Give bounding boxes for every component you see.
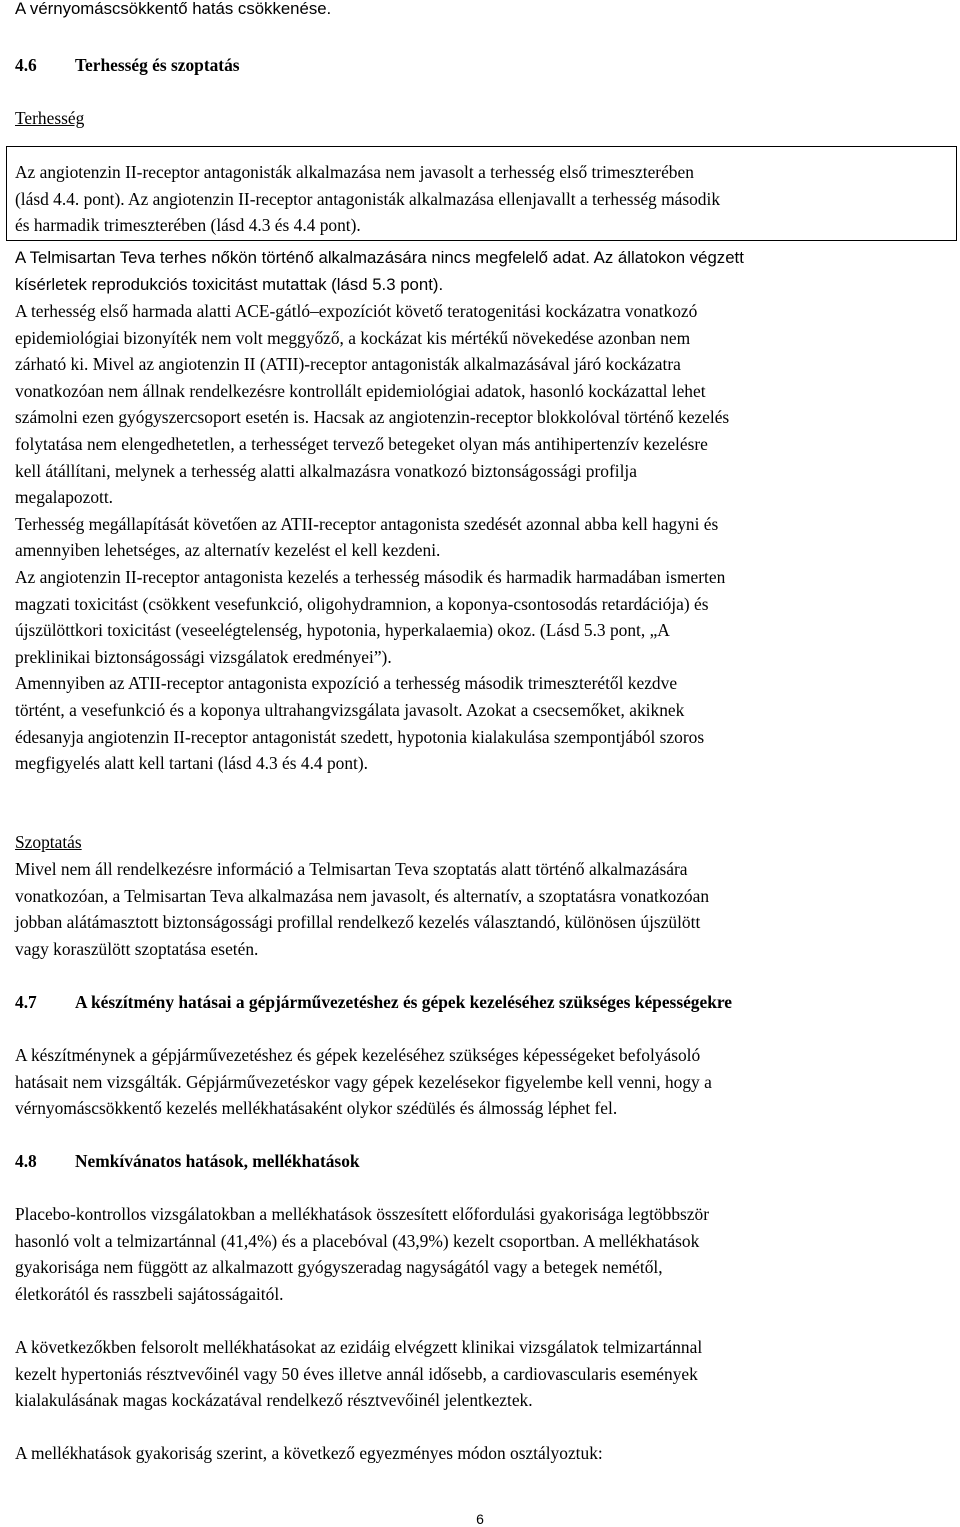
section-4-8-heading: 4.8 Nemkívánatos hatások, mellékhatások <box>15 1151 360 1171</box>
section-4-8-paragraph-2: A következőkben felsorolt mellékhatásokat az ezidáig elvégzett klinikai vizsgálatok telmizartánnal kezelt hypertoniás résztvevőinél vagy 50 éves illetve annál idősebb, a cardiovascularis események kialakulásának magas kockázatával rendelkező résztvevőinél jelentkeztek. <box>15 1337 703 1411</box>
pregnancy-paragraph: A terhesség első harmada alatti ACE-gátló‒expozíciót követő teratogenitási kockázatra vonatkozó epidemiológiai bizonyíték nem volt meggyőző, a kockázat kis mértékű növekedése azonban nem zárható ki. Mivel az angiotenzin II (ATII)-receptor antagonisták alkalmazásával járó kockázatra vonatkozóan nem állnak rendelkezésre kontrollált epidemiológiai adatok, hasonló kockázattal lehet számolni ezen gyógyszercsoport esetén is. Hacsak az angiotenzin-receptor blokkolóval történő kezelés folytatása nem elengedhetetlen, a terhességet tervező betegeket olyan más antihipertenzív kezelésre kell átállítani, melynek a terhesség alatti alkalmazásra vonatkozó biztonságossági profilja megalapozott. Terhesség megállapítását követően az ATII-receptor antagonista szedését azonnal abba kell hagyni és amennyiben lehetséges, az alternatív kezelést el kell kezdeni. Az angiotenzin II-receptor antagonista kezelés a terhesség második és harmadik harmadában ismerten magzati toxicitást (csökkent vesefunkció, oligohydramnion, a koponya-csontosodás retardációja) és újszülöttkori toxicitást (veseelégtelenség, hypotonia, hyperkalaemia) okoz. (Lásd 5.3 pont, „A preklinikai biztonságossági vizsgálatok eredményei”). Amennyiben az ATII-receptor antagonista expozíció a terhesség második trimeszterétől kezdve történt, a vesefunkció és a koponya ultrahangvizsgálata javasolt. Azokat a csecsemőket, akiknek édesanyja angiotenzin II-receptor antagonistát szedett, hypotonia kialakulása szempontjából szoros megfigyelés alatt kell tartani (lásd 4.3 és 4.4 pont). <box>15 301 730 774</box>
page-number: 6 <box>476 1511 484 1527</box>
breastfeeding-heading: Szoptatás <box>15 832 82 852</box>
section-4-7-heading: 4.7 A készítmény hatásai a gépjárművezetéshez és gépek kezeléséhez szükséges képességekre <box>15 992 733 1012</box>
pregnancy-paragraph-sans: A Telmisartan Teva terhes nőkön történő alkalmazására nincs megfelelő adat. Az állatokon végzett kísérletek reprodukciós toxicitást mutattak (lásd 5.3 pont). <box>15 248 744 294</box>
top-line: A vérnyomáscsökkentő hatás csökkenése. <box>15 0 332 18</box>
section-4-8-paragraph-3: A mellékhatások gyakoriság szerint, a következő egyezményes módon osztályoztuk: <box>15 1443 603 1463</box>
breastfeeding-paragraph: Mivel nem áll rendelkezésre információ a Telmisartan Teva szoptatás alatt történő alkalmazására vonatkozóan, a Telmisartan Teva alkalmazása nem javasolt, és alternatív, a szoptatásra vonatkozóan jobban alátámasztott biztonságossági profillal rendelkező kezelés választandó, különösen újszülött vagy koraszülött szoptatása esetén. <box>15 859 710 959</box>
section-4-7-paragraph: A készítménynek a gépjárművezetéshez és gépek kezeléséhez szükséges képességeket befolyásoló hatásait nem vizsgálták. Gépjárművezetéskor vagy gépek kezelésekor figyelembe kell venni, hogy a vérnyomáscsökkentő kezelés mellékhatásaként olykor szédülés és álmosság léphet fel. <box>15 1045 712 1119</box>
pregnancy-heading: Terhesség <box>15 108 85 128</box>
section-4-8-paragraph-1: Placebo-kontrollos vizsgálatokban a mellékhatások összesített előfordulási gyakorisága legtöbbször hasonló volt a telmizartánnal (41,4%) és a placebóval (43,9%) kezelt csoportban. A mellékhatások gyakorisága nem függött az alkalmazott gyógyszeradag nagyságától vagy a betegek nemétől, életkorától és rasszbeli sajátosságaitól. <box>15 1204 709 1304</box>
boxed-warning-text: Az angiotenzin II-receptor antagonisták alkalmazása nem javasolt a terhesség első trimeszterében (lásd 4.4. pont). Az angiotenzin II-receptor antagonisták alkalmazása ellenjavallt a terhesség második és harmadik trimeszterében (lásd 4.3 és 4.4 pont). <box>15 162 721 236</box>
section-4-6-heading: 4.6 Terhesség és szoptatás <box>15 55 240 75</box>
